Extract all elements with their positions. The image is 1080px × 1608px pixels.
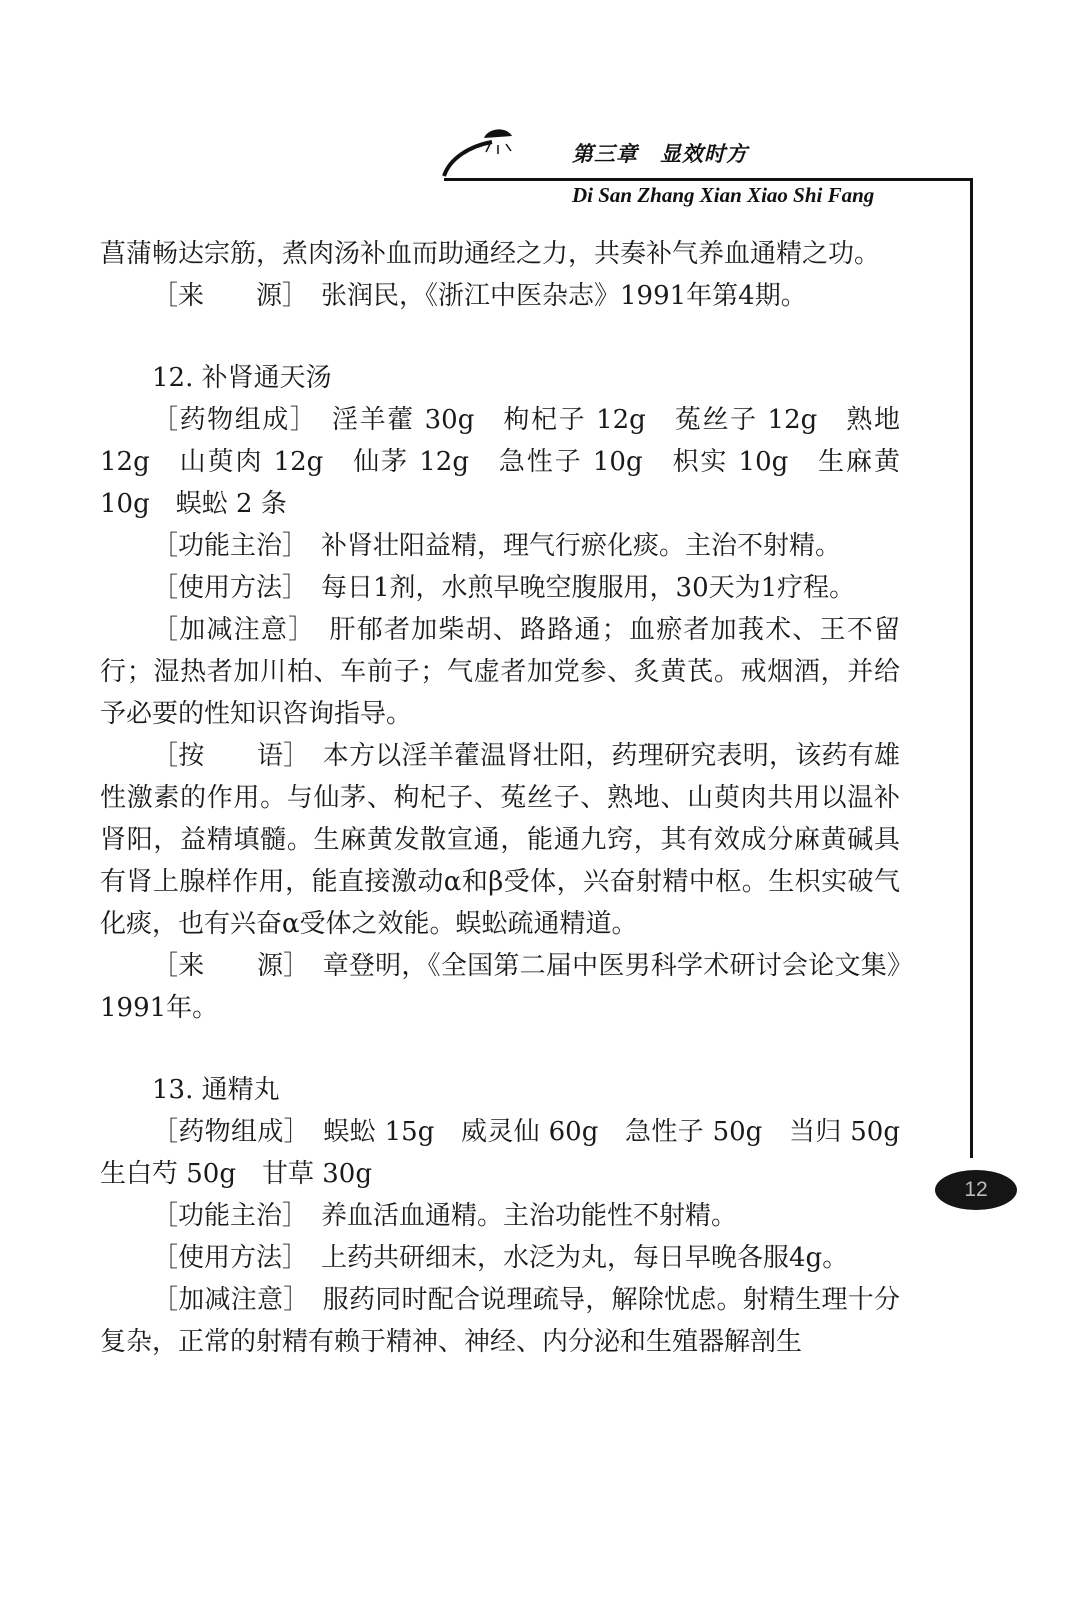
chapter-pinyin: Di San Zhang Xian Xiao Shi Fang	[572, 183, 875, 207]
body-paragraph	[100, 1111, 927, 1195]
body-paragraph	[100, 945, 900, 1029]
field-label: ［来 源］	[152, 281, 309, 311]
margin-rule	[970, 178, 973, 1158]
paragraph-text: 每日1剂，水煎早晚空腹服用，30天为1疗程。	[321, 573, 856, 603]
paragraph-text: 本方以淫羊藿温肾壮阳，药理研究表明，该药有雄性激素的作用。与仙茅、枸杞子、菟丝子、熟地、山萸肉共用以温补肾阳，益精填髓。生麻黄发散宣通，能通九窍，其有效成分麻黄碱具有肾上腺样作用，能直接激动α和β受体，兴奋射精中枢。生枳实破气化痰，也有兴奋α受体之效能。蜈蚣疏通精道。	[100, 741, 900, 939]
body-paragraph	[100, 1237, 900, 1279]
paragraph-text: 张润民，《浙江中医杂志》1991年第4期。	[321, 281, 807, 311]
lamp-decoration-icon	[440, 128, 530, 180]
body-paragraph	[100, 275, 900, 317]
paragraph-text: 12. 补肾通天汤	[152, 363, 332, 393]
field-label: ［功能主治］	[152, 1201, 309, 1231]
chapter-title: 第三章 显效时方	[572, 142, 748, 166]
field-label: ［药物组成］	[152, 1117, 311, 1147]
paragraph-text: 服药同时配合说理疏导，解除忧虑。射精生理十分复杂，正常的射精有赖于精神、神经、内分泌和生殖器解剖生	[100, 1285, 900, 1357]
paragraph-text: 肝郁者加柴胡、路路通；血瘀者加莪术、王不留行；湿热者加川柏、车前子；气虚者加党参、炙黄芪。戒烟酒，并给予必要的性知识咨询指导。	[100, 615, 900, 729]
field-label: ［使用方法］	[152, 1243, 309, 1273]
body-paragraph	[100, 399, 900, 525]
field-label: ［功能主治］	[152, 531, 309, 561]
body-paragraph	[100, 609, 900, 735]
field-label: ［加减注意］	[152, 1285, 310, 1315]
field-label: ［药物组成］	[152, 405, 318, 435]
body-paragraph	[100, 1195, 900, 1237]
page-body	[100, 233, 927, 1363]
recipe-title	[100, 357, 900, 399]
paragraph-text: 蜈蚣 15g 威灵仙 60g 急性子 50g 当归 50g 生白芍 50g 甘草 30g	[100, 1117, 927, 1189]
body-paragraph	[100, 567, 900, 609]
paragraph-text: 章登明，《全国第二届中医男科学术研讨会论文集》1991年。	[100, 951, 900, 1023]
body-paragraph	[100, 525, 900, 567]
field-label: ［来 源］	[152, 951, 310, 981]
page-number: 12	[935, 1170, 1017, 1210]
field-label: ［加减注意］	[152, 615, 316, 645]
field-label: ［按 语］	[152, 741, 310, 771]
recipe-title	[100, 1069, 900, 1111]
paragraph-text: 菖蒲畅达宗筋，煮肉汤补血而助通经之力，共奏补气养血通精之功。	[100, 239, 881, 269]
paragraph-text: 淫羊藿 30g 枸杞子 12g 菟丝子 12g 熟地 12g 山萸肉 12g 仙茅 12g 急性子 10g 枳实 10g 生麻黄 10g 蜈蚣 2 条	[100, 405, 900, 519]
field-label: ［使用方法］	[152, 573, 309, 603]
paragraph-text: 13. 通精丸	[152, 1075, 280, 1105]
paragraph-text: 补肾壮阳益精，理气行瘀化痰。主治不射精。	[321, 531, 842, 561]
body-paragraph	[100, 233, 900, 275]
header-rule	[444, 178, 972, 181]
body-paragraph	[100, 735, 900, 945]
paragraph-text: 养血活血通精。主治功能性不射精。	[321, 1201, 738, 1231]
paragraph-text: 上药共研细末，水泛为丸，每日早晚各服4g。	[321, 1243, 849, 1273]
body-paragraph	[100, 1279, 900, 1363]
